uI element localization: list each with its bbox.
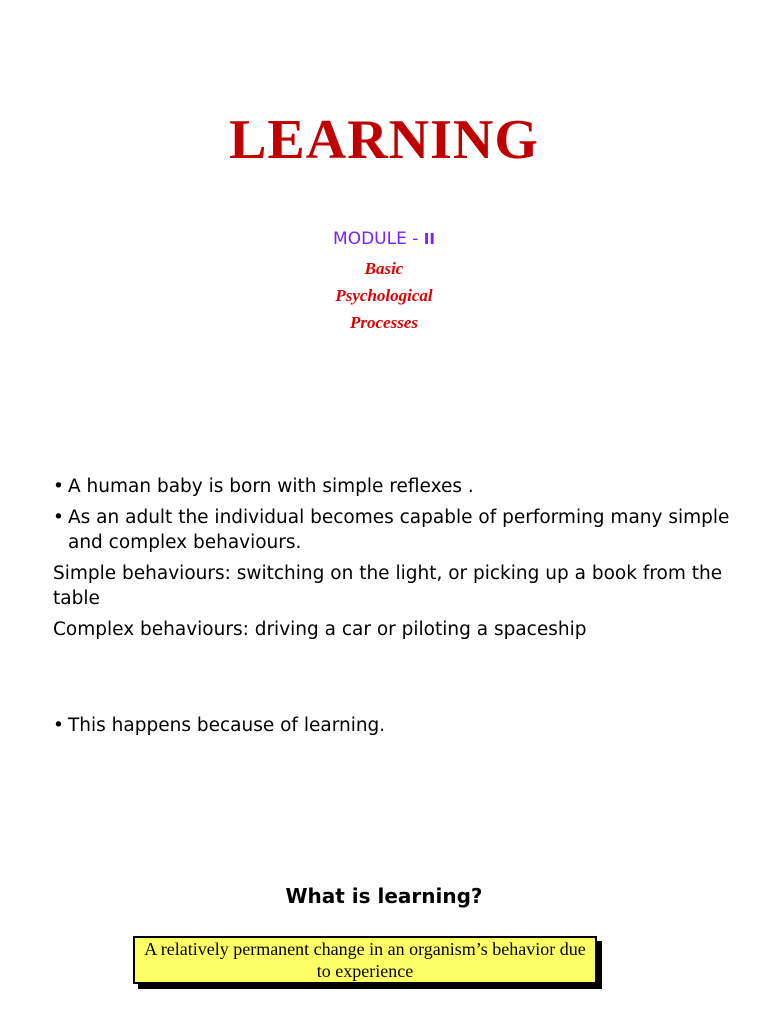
body-content [53,474,733,744]
bullet-item: • A human baby is born with simple reflexes . [53,474,733,499]
definition-text: A relatively permanent change in an organism’s behavior due to experience [144,939,586,981]
text-line: Complex behaviours: driving a car or piloting a spaceship [53,619,587,640]
subtitle-line: Processes [350,313,418,332]
question-heading: What is learning? [285,884,483,908]
subtitle-line: Basic [364,259,404,278]
module-label [0,229,768,249]
bullet-item: • As an adult the individual becomes capable of performing many simple and complex behaviours. [53,505,733,555]
spacer [53,648,733,713]
subtitle-line: Psychological [335,286,433,305]
module-text: MODULE - [333,229,424,249]
bullet-item: • This happens because of learning. [53,713,733,738]
page-title: LEARNING [229,109,539,171]
definition-box [133,936,597,984]
text-line: Simple behaviours: switching on the light, or picking up a book from the table [53,563,723,609]
module-number: II [423,230,435,248]
subtitle [0,255,768,336]
